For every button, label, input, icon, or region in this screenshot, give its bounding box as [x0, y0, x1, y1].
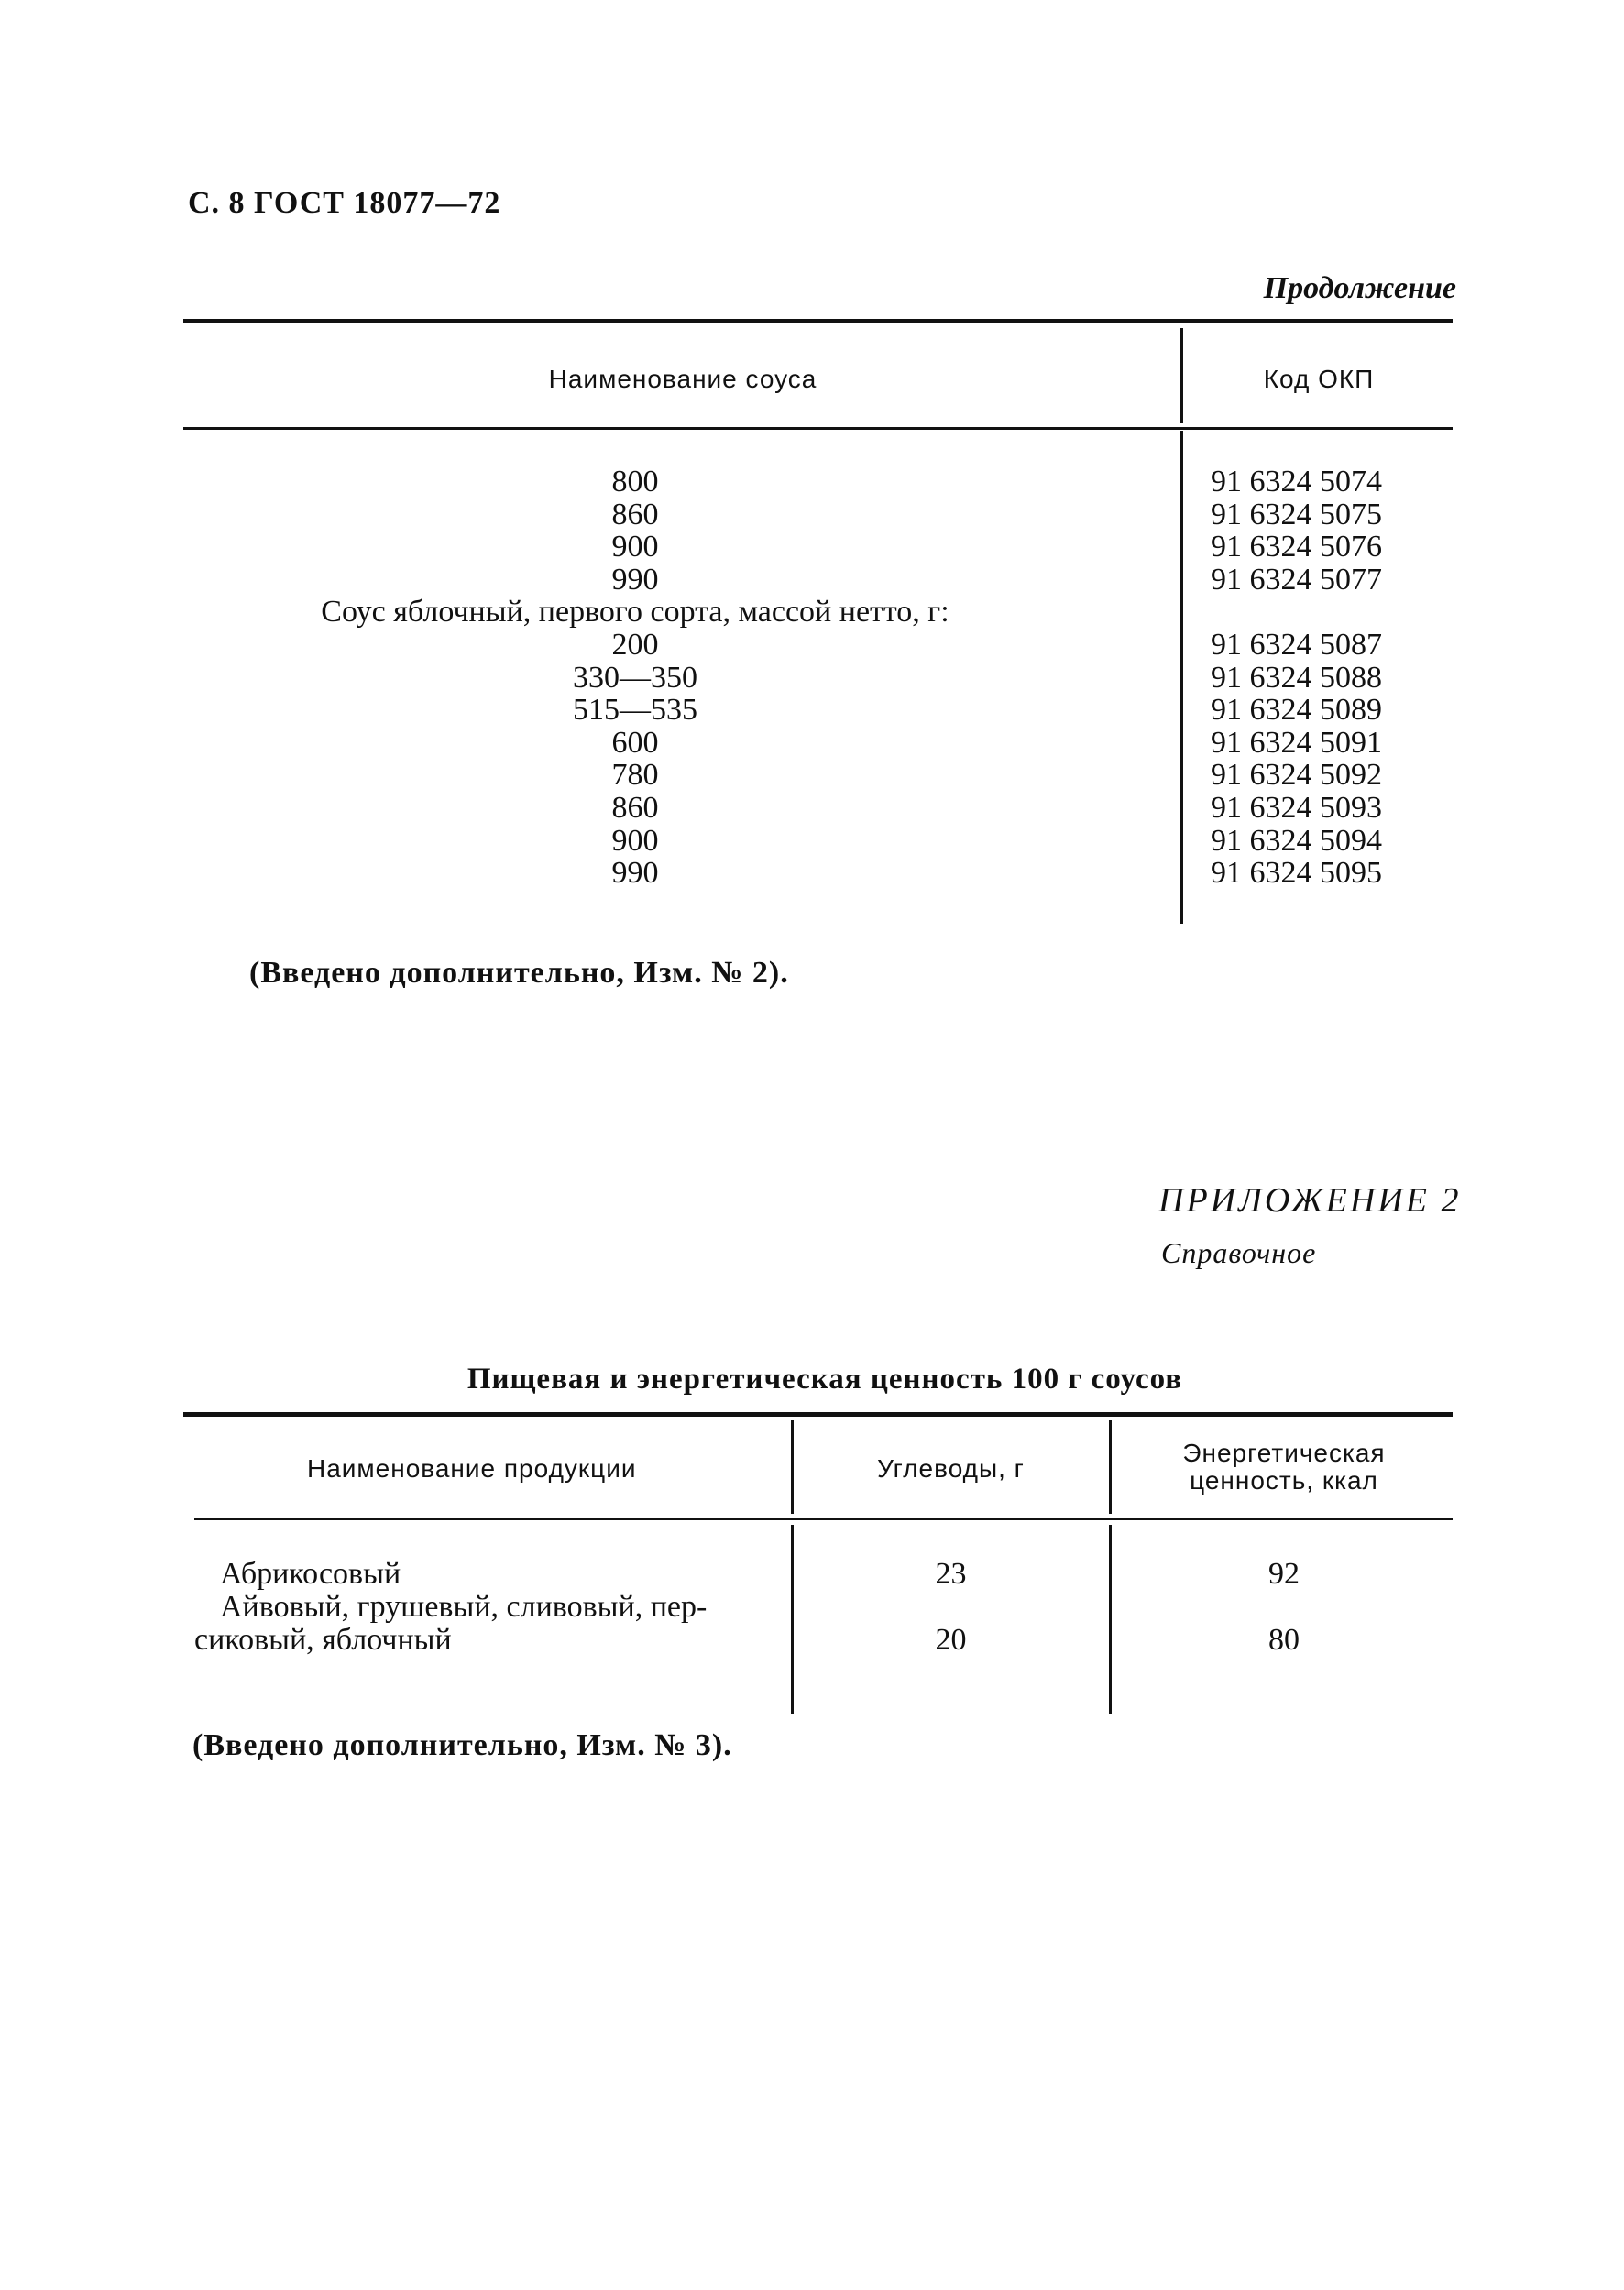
table2-top-rule	[183, 1412, 1453, 1417]
table2-header-product: Наименование продукции	[307, 1454, 637, 1483]
table1-row-name: 780	[611, 758, 659, 792]
table1-row-name: Соус яблочный, первого сорта, массой нетто, г:	[321, 595, 949, 629]
table1-row-code: 91 6324 5074	[1211, 465, 1382, 499]
table1-row-code: 91 6324 5075	[1211, 498, 1382, 531]
table1-col-divider-body	[1180, 431, 1183, 924]
page-header: С. 8 ГОСТ 18077—72	[188, 186, 501, 220]
appendix-title: ПРИЛОЖЕНИЕ 2	[1158, 1181, 1462, 1220]
table2-row2-carbs: 20	[935, 1623, 967, 1657]
table1-row-name: 900	[611, 824, 659, 858]
table1-col-divider-top	[1180, 328, 1183, 423]
table2-header-energy-line1: Энергетическая	[1182, 1439, 1386, 1467]
table2-row1-name: Абрикосовый	[220, 1557, 401, 1591]
table2-row2-energy: 80	[1268, 1623, 1300, 1657]
table1-row-name: 860	[611, 498, 659, 531]
table1-row-code: 91 6324 5087	[1211, 628, 1382, 662]
table2-divider-2-body	[1109, 1525, 1112, 1714]
table2-row1-energy: 92	[1268, 1557, 1300, 1591]
table1-header-code: Код ОКП	[1263, 365, 1375, 393]
table1-row-name: 900	[611, 530, 659, 564]
table1-row-name: 330—350	[573, 661, 697, 695]
table1-top-rule	[183, 319, 1453, 323]
table2-header-energy-line2: ценность, ккал	[1190, 1466, 1378, 1495]
table2-row1-carbs: 23	[935, 1557, 967, 1591]
table2-header-rule	[194, 1518, 1453, 1520]
table1-row-name: 200	[611, 628, 659, 662]
table1-row-code: 91 6324 5088	[1211, 661, 1382, 695]
amendment-note-3: (Введено дополнительно, Изм. № 3).	[192, 1728, 732, 1762]
table1-row-code: 91 6324 5089	[1211, 693, 1382, 727]
table1-row-code: 91 6324 5094	[1211, 824, 1382, 858]
table1-row-name: 990	[611, 563, 659, 597]
table1-row-code: 91 6324 5091	[1211, 726, 1382, 760]
table2-row2-name-line1: Айвовый, грушевый, сливовый, пер-	[220, 1590, 708, 1624]
table1-row-code: 91 6324 5095	[1211, 856, 1382, 890]
amendment-note-2: (Введено дополнительно, Изм. № 2).	[249, 956, 789, 990]
table2-divider-1-top	[791, 1420, 794, 1514]
table1-row-name: 860	[611, 791, 659, 825]
table1-row-name: 515—535	[573, 693, 697, 727]
continued-label: Продолжение	[1263, 271, 1456, 305]
table1-header-rule	[183, 427, 1453, 430]
table1-row-code: 91 6324 5077	[1211, 563, 1382, 597]
table1-row-name: 800	[611, 465, 659, 499]
table2-header-carbs: Углеводы, г	[877, 1454, 1025, 1483]
table2-divider-1-body	[791, 1525, 794, 1714]
table2-row2-name-line2: сиковый, яблочный	[194, 1623, 452, 1657]
table1-row-code: 91 6324 5092	[1211, 758, 1382, 792]
table2-divider-2-top	[1109, 1420, 1112, 1514]
table1-row-code: 91 6324 5076	[1211, 530, 1382, 564]
appendix-subtitle: Справочное	[1161, 1236, 1317, 1269]
nutrition-table-title: Пищевая и энергетическая ценность 100 г соусов	[466, 1363, 1183, 1396]
table1-row-code: 91 6324 5093	[1211, 791, 1382, 825]
table1-row-name: 600	[611, 726, 659, 760]
table1-header-name: Наименование соуса	[548, 365, 817, 393]
table1-row-name: 990	[611, 856, 659, 890]
